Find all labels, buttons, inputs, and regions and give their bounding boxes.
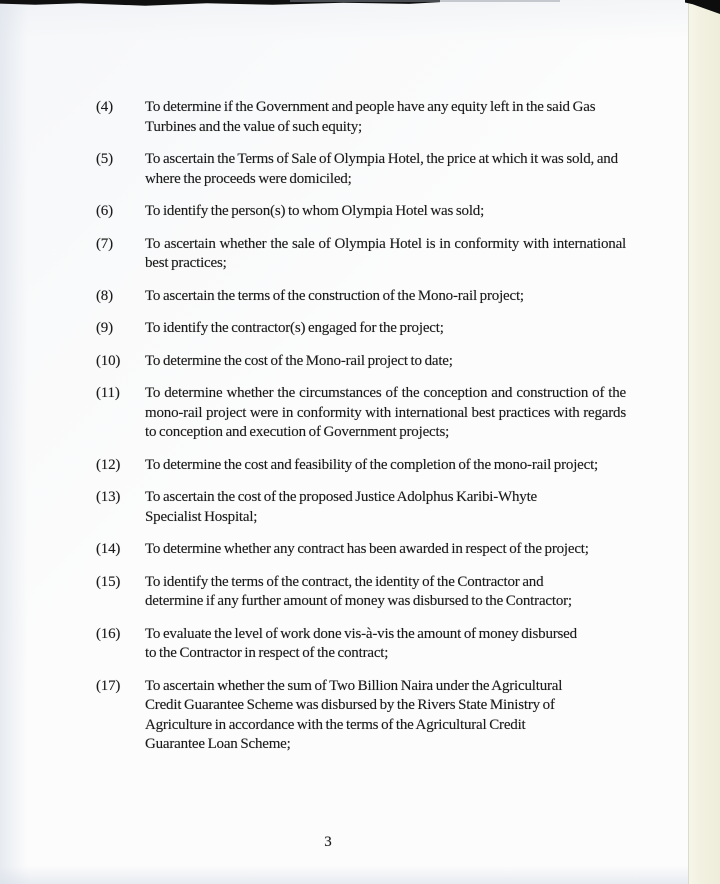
- item-number: (8): [96, 287, 113, 304]
- list-item: [96, 384, 626, 443]
- scan-artifact-top-edge-faint: [290, 0, 560, 2]
- item-text: To identify the contractor(s) engaged for the project;: [145, 320, 444, 336]
- list-item: [96, 456, 626, 476]
- list-item: [96, 573, 626, 612]
- item-text: To determine whether any contract has been awarded in respect of the project;: [145, 541, 589, 557]
- item-number: (7): [96, 235, 113, 252]
- list-item: [96, 202, 626, 222]
- item-text: To ascertain the terms of the construction of the Mono-rail project;: [145, 287, 524, 304]
- item-number: (4): [96, 99, 113, 115]
- item-number: (14): [96, 541, 121, 557]
- item-text: To ascertain the cost of the proposed Justice Adolphus Karibi-Whyte Specialist Hospital;: [145, 489, 537, 525]
- terms-of-reference-list: [96, 98, 626, 768]
- list-item: [96, 488, 626, 527]
- item-number: (9): [96, 320, 113, 336]
- item-text: To determine whether the circumstances of the conception and construction of the mono-rail project were in conformity with international best practices with regards to conception and execution of Government projects;: [145, 385, 626, 440]
- item-text: To evaluate the level of work done vis-à-vis the amount of money disbursed to the Contractor in respect of the contract;: [145, 625, 577, 661]
- item-text: To ascertain whether the sum of Two Billion Naira under the Agricultural Credit Guarantee Scheme was disbursed by the Rivers State Ministry of Agriculture in accordance with the terms of the Agricultural Credit Guarantee Loan Scheme;: [145, 677, 563, 752]
- item-number: (10): [96, 352, 121, 369]
- scan-artifact-right-edge-strip: [688, 0, 720, 884]
- list-item: [96, 287, 626, 307]
- item-text: To determine the cost and feasibility of the completion of the mono-rail project;: [145, 456, 599, 473]
- item-text: To determine if the Government and people have any equity left in the said Gas Turbines and the value of such equity;: [145, 99, 596, 135]
- list-item: [96, 150, 626, 189]
- list-item: [96, 677, 626, 755]
- list-item: [96, 540, 626, 560]
- item-number: (12): [96, 456, 121, 473]
- item-text: To determine the cost of the Mono-rail project to date;: [145, 352, 453, 369]
- item-number: (6): [96, 203, 113, 219]
- item-text: To ascertain the Terms of Sale of Olympia Hotel, the price at which it was sold, and where the proceeds were domiciled;: [145, 151, 618, 187]
- list-item: [96, 319, 626, 339]
- list-item: [96, 625, 626, 664]
- item-number: (13): [96, 489, 121, 505]
- item-number: (17): [96, 677, 121, 694]
- item-text: To ascertain whether the sale of Olympia Hotel is in conformity with international best practices;: [145, 235, 626, 271]
- list-item: [96, 352, 626, 372]
- list-item: [96, 235, 626, 274]
- item-text: To identify the person(s) to whom Olympia Hotel was sold;: [145, 203, 485, 219]
- item-number: (15): [96, 573, 121, 590]
- list-item: [96, 98, 626, 137]
- item-text: To identify the terms of the contract, the identity of the Contractor and determine if any further amount of money was disbursed to the Contractor;: [145, 573, 572, 609]
- item-number: (5): [96, 151, 113, 167]
- page-number: 3: [324, 834, 332, 850]
- item-number: (11): [96, 385, 120, 401]
- item-number: (16): [96, 625, 121, 642]
